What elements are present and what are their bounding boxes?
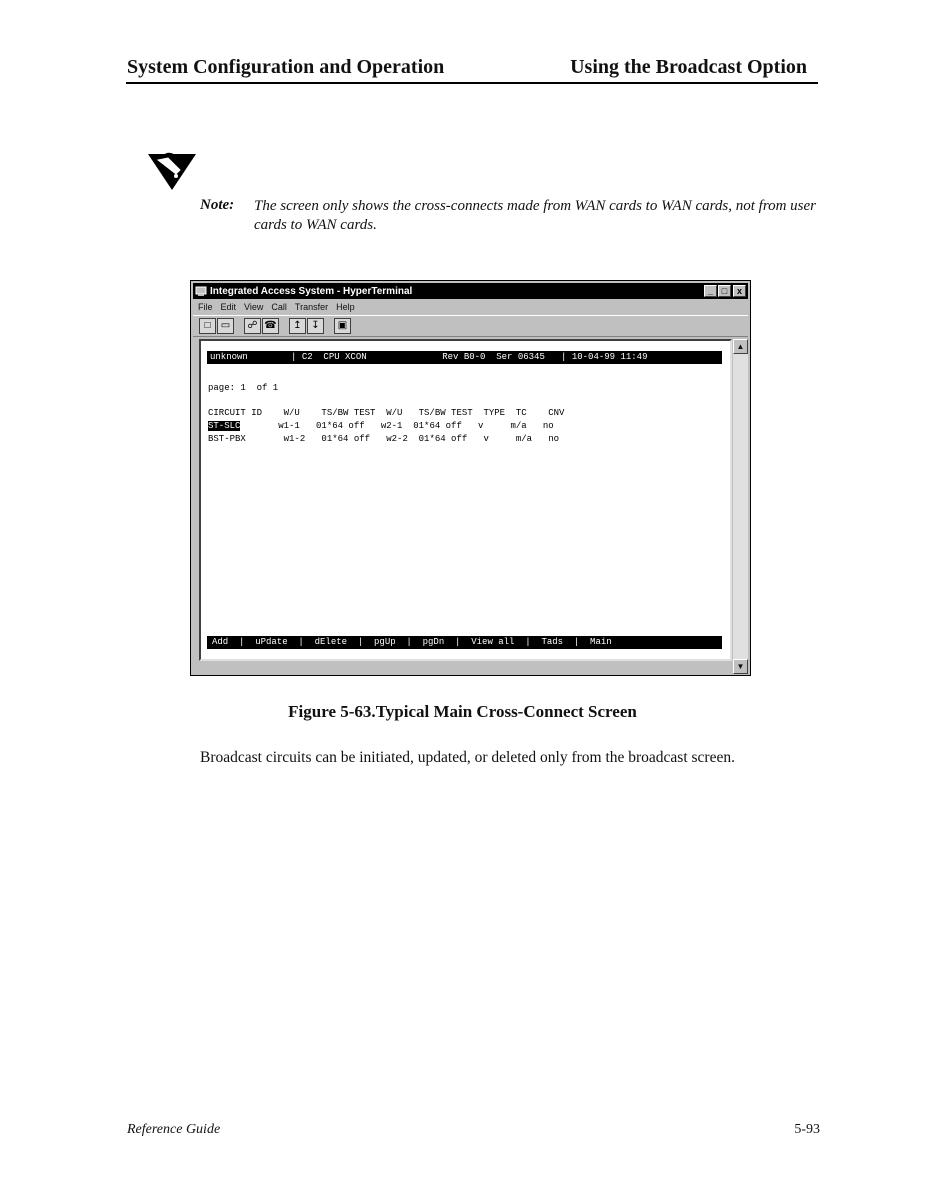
terminal-screen[interactable] — [199, 339, 732, 661]
note-text: The screen only shows the cross-connects made from WAN cards to WAN cards, not from user cards to WAN cards. — [254, 198, 817, 233]
terminal-page-indicator: page: 1 of 1 — [208, 383, 279, 393]
terminal-column-header: CIRCUIT ID W/U TS/BW TEST W/U TS/BW TEST TYPE TC CNV — [208, 408, 565, 418]
disconnect-icon[interactable]: ☎ — [262, 318, 279, 334]
header-rule — [126, 82, 818, 84]
figure-title: Typical Main Cross-Connect Screen — [375, 702, 637, 721]
open-icon[interactable]: ▭ — [217, 318, 234, 334]
window-titlebar[interactable] — [193, 283, 748, 299]
menu-view[interactable]: View — [244, 302, 264, 312]
footer-doc-title: Reference Guide — [127, 1122, 221, 1137]
circuit-id-selected[interactable]: ST-SLC — [208, 421, 241, 431]
scroll-up-arrow-icon[interactable]: ▲ — [733, 339, 748, 354]
table-row[interactable] — [208, 421, 554, 431]
header-topic-title: Using the Broadcast Option — [570, 56, 807, 78]
scroll-down-arrow-icon[interactable]: ▼ — [733, 659, 748, 674]
menu-call[interactable]: Call — [271, 302, 287, 312]
note-hand-icon — [146, 148, 198, 192]
row-values: w1-1 01*64 off w2-1 01*64 off v m/a no — [278, 421, 554, 431]
close-button[interactable]: x — [733, 285, 746, 297]
menu-edit[interactable]: Edit — [220, 302, 237, 312]
properties-icon[interactable]: ▣ — [334, 318, 351, 334]
new-icon[interactable]: □ — [199, 318, 216, 334]
menu-bar — [195, 300, 360, 314]
terminal-status-line: unknown | C2 CPU XCON Rev B0-0 Ser 06345 | 10-04-99 11:49 — [207, 351, 722, 364]
footer-page-number: 5-93 — [794, 1122, 820, 1137]
window-title: Integrated Access System - HyperTerminal — [210, 285, 413, 297]
table-row[interactable] — [208, 434, 559, 444]
menu-transfer[interactable]: Transfer — [294, 302, 329, 312]
terminal-text-area — [207, 351, 722, 651]
toolbar — [193, 315, 748, 337]
vertical-scrollbar[interactable] — [733, 339, 748, 674]
row-values: w1-2 01*64 off w2-2 01*64 off v m/a no — [283, 434, 560, 444]
figure-caption — [0, 702, 925, 722]
hyperterminal-window — [190, 280, 751, 676]
menu-help[interactable]: Help — [336, 302, 355, 312]
body-paragraph: Broadcast circuits can be initiated, updated, or deleted only from the broadcast screen. — [200, 749, 735, 766]
maximize-button[interactable]: □ — [718, 285, 731, 297]
header-section-title: System Configuration and Operation — [127, 56, 445, 78]
send-icon[interactable]: ↥ — [289, 318, 306, 334]
receive-icon[interactable]: ↧ — [307, 318, 324, 334]
minimize-button[interactable]: _ — [704, 285, 717, 297]
terminal-command-line[interactable]: Add | uPdate | dElete | pgUp | pgDn | View all | Tads | Main — [207, 636, 722, 649]
menu-file[interactable]: File — [198, 302, 213, 312]
connect-icon[interactable]: ☍ — [244, 318, 261, 334]
hyperterminal-app-icon — [195, 285, 207, 297]
figure-number: Figure 5-63. — [288, 702, 376, 721]
note-label: Note: — [200, 197, 235, 213]
circuit-id[interactable]: BST-PBX — [208, 434, 246, 444]
